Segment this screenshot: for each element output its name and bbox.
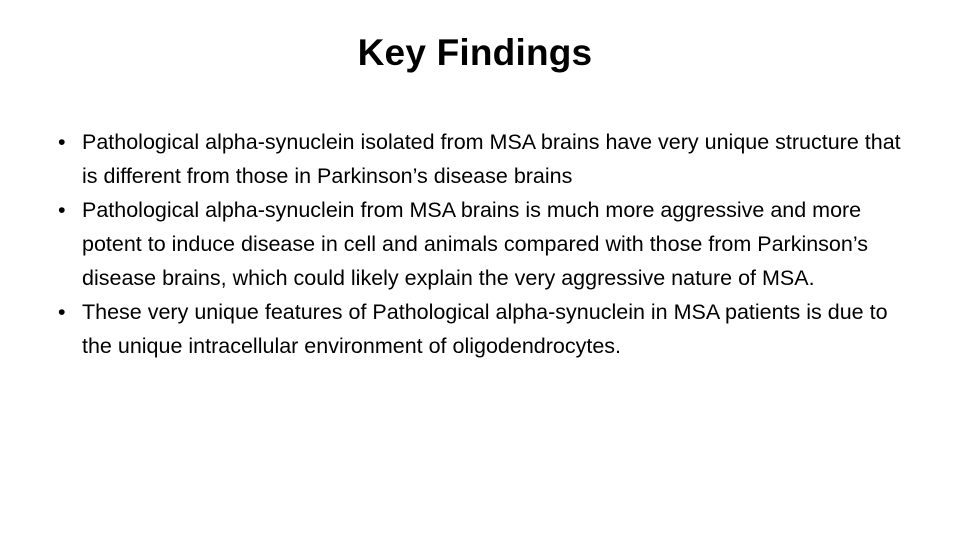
bullet-list [58, 125, 918, 363]
bullet-dot-icon: • [58, 300, 66, 324]
bullet-dot-icon: • [58, 130, 66, 154]
bullet-item [58, 193, 918, 295]
bullet-item [58, 125, 918, 193]
bullet-item [58, 295, 918, 363]
bullet-text: Pathological alpha-synuclein isolated from MSA brains have very unique structure that is different from those in Parkinson’s disease brains [82, 130, 901, 188]
bullet-text: Pathological alpha-synuclein from MSA brains is much more aggressive and more potent to induce disease in cell and animals compared with those from Parkinson’s disease brains, which could likely explain the very aggressive nature of MSA. [82, 198, 868, 290]
bullet-text: These very unique features of Pathological alpha-synuclein in MSA patients is due to the unique intracellular environment of oligodendrocytes. [82, 300, 888, 358]
bullet-dot-icon: • [58, 198, 66, 222]
slide-title: Key Findings [357, 32, 593, 73]
